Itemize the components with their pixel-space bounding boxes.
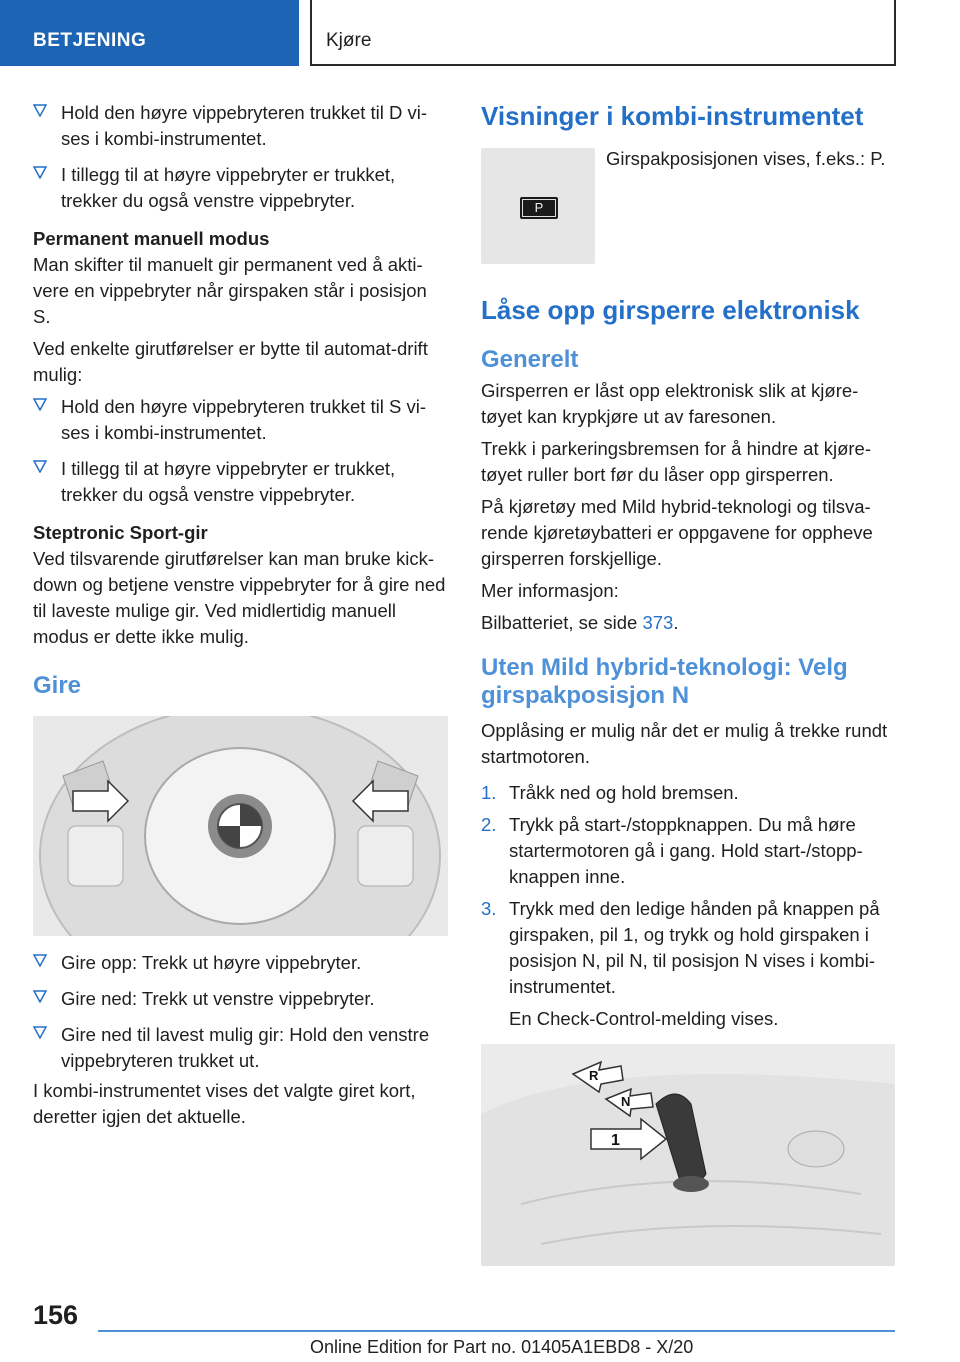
bullet-item: Hold den høyre vippebryteren trukket til S vi-ses i kombi-instrumentet. bbox=[33, 394, 448, 446]
bullet-item: I tillegg til at høyre vippebryter er trukket, trekker du også venstre vippebryter. bbox=[33, 162, 448, 214]
triangle-bullet-icon bbox=[33, 954, 48, 968]
step-number: 1. bbox=[481, 782, 497, 803]
step-number: 2. bbox=[481, 814, 497, 835]
chapter-tab bbox=[310, 0, 896, 66]
triangle-bullet-icon bbox=[33, 990, 48, 1004]
bullet-item: Hold den høyre vippebryteren trukket til D vi-ses i kombi-instrumentet. bbox=[33, 100, 448, 152]
arrow-label-n: N bbox=[621, 1094, 631, 1109]
arrow-label-1: 1 bbox=[611, 1132, 620, 1149]
generelt-paragraph-1: Girsperren er låst opp elektronisk slik at kjøre-tøyet kan krypkjøre ut av faresonen. bbox=[481, 380, 859, 427]
right-column bbox=[481, 100, 895, 1266]
chapter-title: Kjøre bbox=[326, 30, 372, 51]
permanent-paragraph-1: Man skifter til manuelt gir permanent ved å akti-vere en vippebryter når girspaken står i posisjon S. bbox=[33, 254, 427, 327]
arrow-label-r: R bbox=[589, 1068, 599, 1083]
steptronic-paragraph: Ved tilsvarende girutførelser kan man bruke kick-down og betjene venstre vippebryter for å gire ned til laveste mulige gir. Ved midlertidig manuell modus er dette ikke mulig. bbox=[33, 548, 446, 647]
triangle-bullet-icon bbox=[33, 104, 48, 118]
generelt-heading: Generelt bbox=[481, 346, 579, 373]
bilbatteri-reference: Bilbatteriet, se side 373. bbox=[481, 612, 679, 633]
page-link-373[interactable]: 373 bbox=[642, 612, 674, 633]
uten-paragraph: Opplåsing er mulig når det er mulig å trekke rundt startmotoren. bbox=[481, 720, 888, 767]
gire-paragraph: I kombi-instrumentet vises det valgte giret kort, deretter igjen det aktuelle. bbox=[33, 1080, 416, 1127]
left-column bbox=[33, 100, 448, 1136]
visninger-paragraph: Girspakposisjonen vises, f.eks.: P. bbox=[606, 148, 886, 169]
numbered-step: 2. Trykk på start-/stoppknappen. Du må høre startermotoren gå i gang. Hold start-/stopp-knappen inne. bbox=[481, 814, 863, 887]
section-tab bbox=[0, 0, 299, 66]
bullet-item: Gire ned: Trekk ut venstre vippebryter. bbox=[33, 986, 448, 1012]
page-number: 156 bbox=[33, 1300, 79, 1330]
bullet-item: Gire ned til lavest mulig gir: Hold den venstre vippebryteren trukket ut. bbox=[33, 1022, 448, 1074]
steptronic-heading: Steptronic Sport-gir bbox=[33, 522, 208, 543]
bullet-item: Gire opp: Trekk ut høyre vippebryter. bbox=[33, 950, 448, 976]
section-title: BETJENING bbox=[33, 30, 147, 51]
p-indicator-label: P bbox=[522, 199, 556, 217]
uten-heading: Uten Mild hybrid-teknologi: Velg girspakposisjon N bbox=[481, 654, 848, 709]
lase-heading: Låse opp girsperre elektronisk bbox=[481, 295, 860, 325]
visninger-heading: Visninger i kombi-instrumentet bbox=[481, 101, 864, 131]
visninger-block bbox=[481, 146, 895, 266]
numbered-step: 3. Trykk med den ledige hånden på knappen på girspaken, pil 1, og trykk og hold girspaken i posisjon N, pil N, til posisjon N vises i kombi-instrumentet. En Check-Control-melding vises. bbox=[481, 896, 895, 1032]
generelt-paragraph-2: Trekk i parkeringsbremsen for å hindre at kjøre-tøyet ruller bort før du låser opp girsperren. bbox=[481, 438, 872, 485]
step-3-note: En Check-Control-melding vises. bbox=[509, 1008, 779, 1029]
bullet-item: I tillegg til at høyre vippebryter er trukket, trekker du også venstre vippebryter. bbox=[33, 456, 448, 508]
permanent-heading: Permanent manuell modus bbox=[33, 228, 270, 249]
gire-heading: Gire bbox=[33, 672, 82, 699]
permanent-paragraph-2: Ved enkelte girutførelser er bytte til automat-drift mulig: bbox=[33, 338, 428, 385]
footer-divider bbox=[98, 1330, 895, 1332]
gear-shifter-image bbox=[481, 1044, 895, 1266]
footer-edition: Online Edition for Part no. 01405A1EBD8 - X/20 bbox=[310, 1337, 694, 1357]
mer-info-label: Mer informasjon: bbox=[481, 580, 619, 601]
generelt-paragraph-3: På kjøretøy med Mild hybrid-teknologi og tilsva-rende kjøretøybatteri er oppgavene for oppheve girsperren forskjellige. bbox=[481, 496, 873, 569]
step-number: 3. bbox=[481, 898, 497, 919]
triangle-bullet-icon bbox=[33, 166, 48, 180]
steering-wheel-image bbox=[33, 716, 448, 936]
gear-indicator-image bbox=[481, 148, 595, 264]
numbered-step: 1. Tråkk ned og hold bremsen. bbox=[481, 780, 895, 806]
triangle-bullet-icon bbox=[33, 460, 48, 474]
triangle-bullet-icon bbox=[33, 1026, 48, 1040]
triangle-bullet-icon bbox=[33, 398, 48, 412]
p-indicator-frame bbox=[520, 197, 558, 219]
